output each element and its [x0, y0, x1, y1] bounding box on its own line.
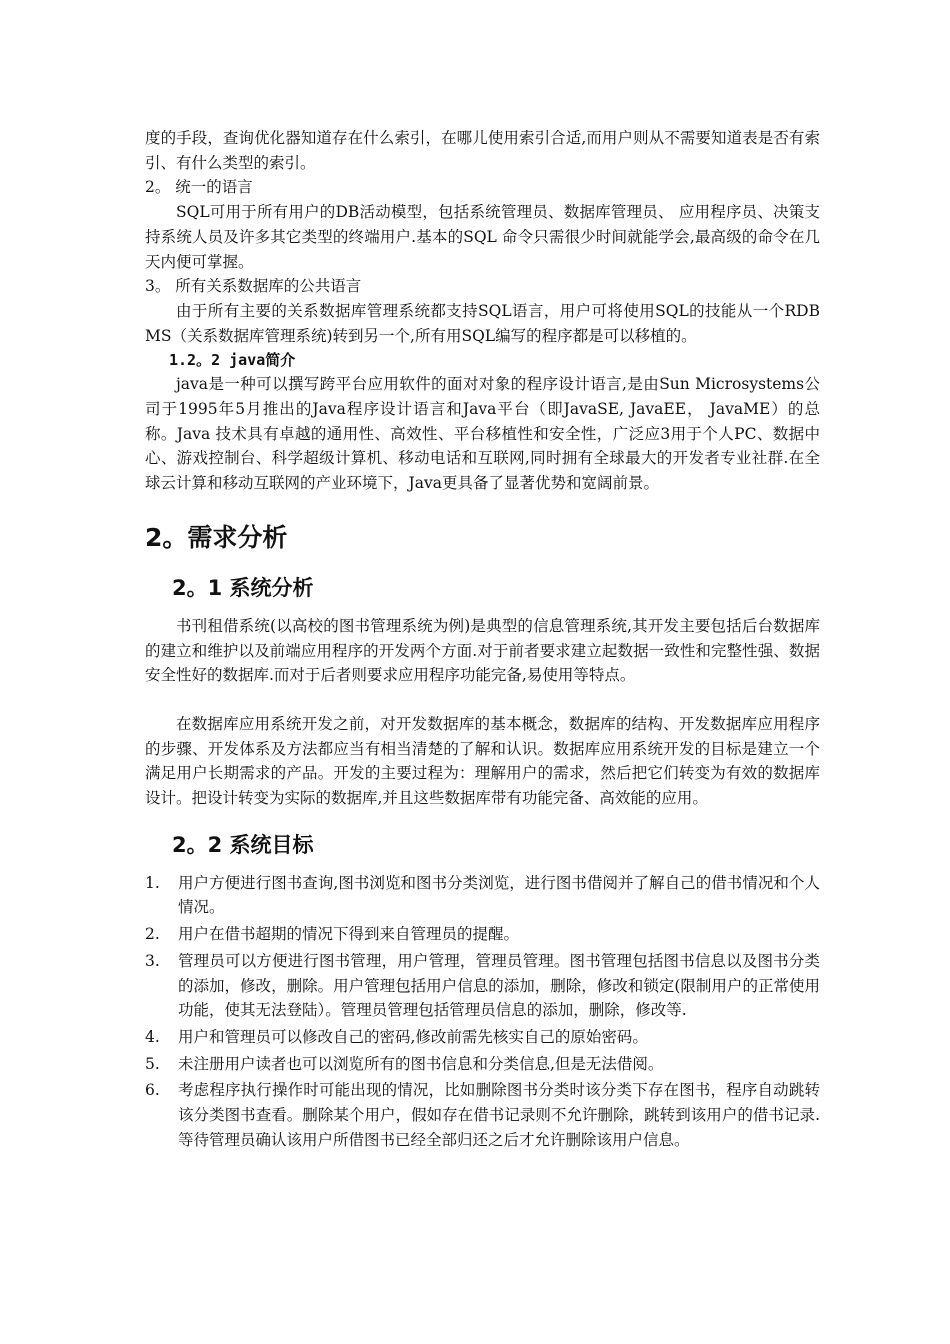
- subsection-heading-system-analysis: 2。1 系统分析: [172, 575, 314, 600]
- section-heading-requirements: 2。需求分析: [145, 522, 288, 552]
- list-item: 4. 用户和管理员可以修改自己的密码,修改前需先核实自己的原始密码。: [145, 1027, 648, 1046]
- system-analysis-para2: 在数据库应用系统开发之前，对开发数据库的基本概念，数据库的结构、开发数据库应用程序的步骤、开发体系及方法都应当有相当清楚的了解和认识。数据库应用系统开发的目标是建立一个满足用户长期需求的产品。开发的主要过程为：理解用户的需求，然后把它们转变为有效的数据库设计。把设计转变为实际的数据库,并且这些数据库带有功能完备、高效能的应用。: [145, 714, 820, 808]
- document-page: [145, 126, 820, 1155]
- list-item: 5. 未注册用户读者也可以浏览所有的图书信息和分类信息,但是无法借阅。: [145, 1054, 664, 1073]
- list-item: 6. 考虑程序执行操作时可能出现的情况，比如删除图书分类时该分类下存在图书，程序自动跳转该分类图书查看。删除某个用户，假如存在借书记录则不允许删除，跳转到该用户的借书记录.等待管理员确认该用户所借图书已经全部归还之后才允许删除该用户信息。: [145, 1081, 820, 1149]
- item3-body: 由于所有主要的关系数据库管理系统都支持SQL语言，用户可将使用SQL的技能从一个RDBMS（关系数据库管理系统)转到另一个,所有用SQL编写的程序都是可以移植的。: [145, 301, 820, 345]
- item2-body: SQL可用于所有用户的DB活动模型，包括系统管理员、数据库管理员、 应用程序员、决策支持系统人员及许多其它类型的终端用户.基本的SQL 命令只需很少时间就能学会,最高级的命令在几天内便可掌握。: [145, 203, 820, 271]
- java-body: java是一种可以撰写跨平台应用软件的面对对象的程序设计语言,是由Sun Microsystems公司于1995年5月推出的Java程序设计语言和Java平台（即JavaSE, JavaEE， JavaME）的总称。Java 技术具有卓越的通用性、高效性、平台移植性和安全性，广泛应3用于个人PC、数据中心、游戏控制台、科学超级计算机、移动电话和互联网,同时拥有全球最大的开发者专业社群.在全球云计算和移动互联网的产业环境下，Java更具备了显著优势和宽阔前景。: [145, 375, 820, 493]
- subsection-heading-system-goals: 2。2 系统目标: [172, 832, 314, 857]
- list-item: 1. 用户方便进行图书查询,图书浏览和图书分类浏览，进行图书借阅并了解自己的借书情况和个人情况。: [145, 873, 820, 917]
- system-analysis-para1: 书刊租借系统(以高校的图书管理系统为例)是典型的信息管理系统,其开发主要包括后台数据库的建立和维护以及前端应用程序的开发两个方面.对于前者要求建立起数据一致性和完整性强、数据安全性好的数据库.而对于后者则要求应用程序功能完备,易使用等特点。: [145, 616, 820, 685]
- list-item: 2. 用户在借书超期的情况下得到来自管理员的提醒。: [145, 925, 520, 944]
- paragraph-gap: [145, 688, 820, 712]
- java-heading: 1.2。2 java简介: [169, 351, 296, 370]
- item3-title: 3。 所有关系数据库的公共语言: [145, 277, 362, 296]
- intro-paragraph: 度的手段，查询优化器知道存在什么索引，在哪儿使用索引合适,而用户则从不需要知道表是否有索引、有什么类型的索引。: [145, 129, 820, 172]
- item2-title: 2。 统一的语言: [145, 178, 253, 197]
- goals-list: [145, 871, 820, 1153]
- list-item: 3. 管理员可以方便进行图书管理，用户管理，管理员管理。图书管理包括图书信息以及图书分类的添加，修改，删除。用户管理包括用户信息的添加，删除，修改和锁定(限制用户的正常使用功能，使其无法登陆）。管理员管理包括管理员信息的添加，删除，修改等.: [145, 951, 820, 1020]
